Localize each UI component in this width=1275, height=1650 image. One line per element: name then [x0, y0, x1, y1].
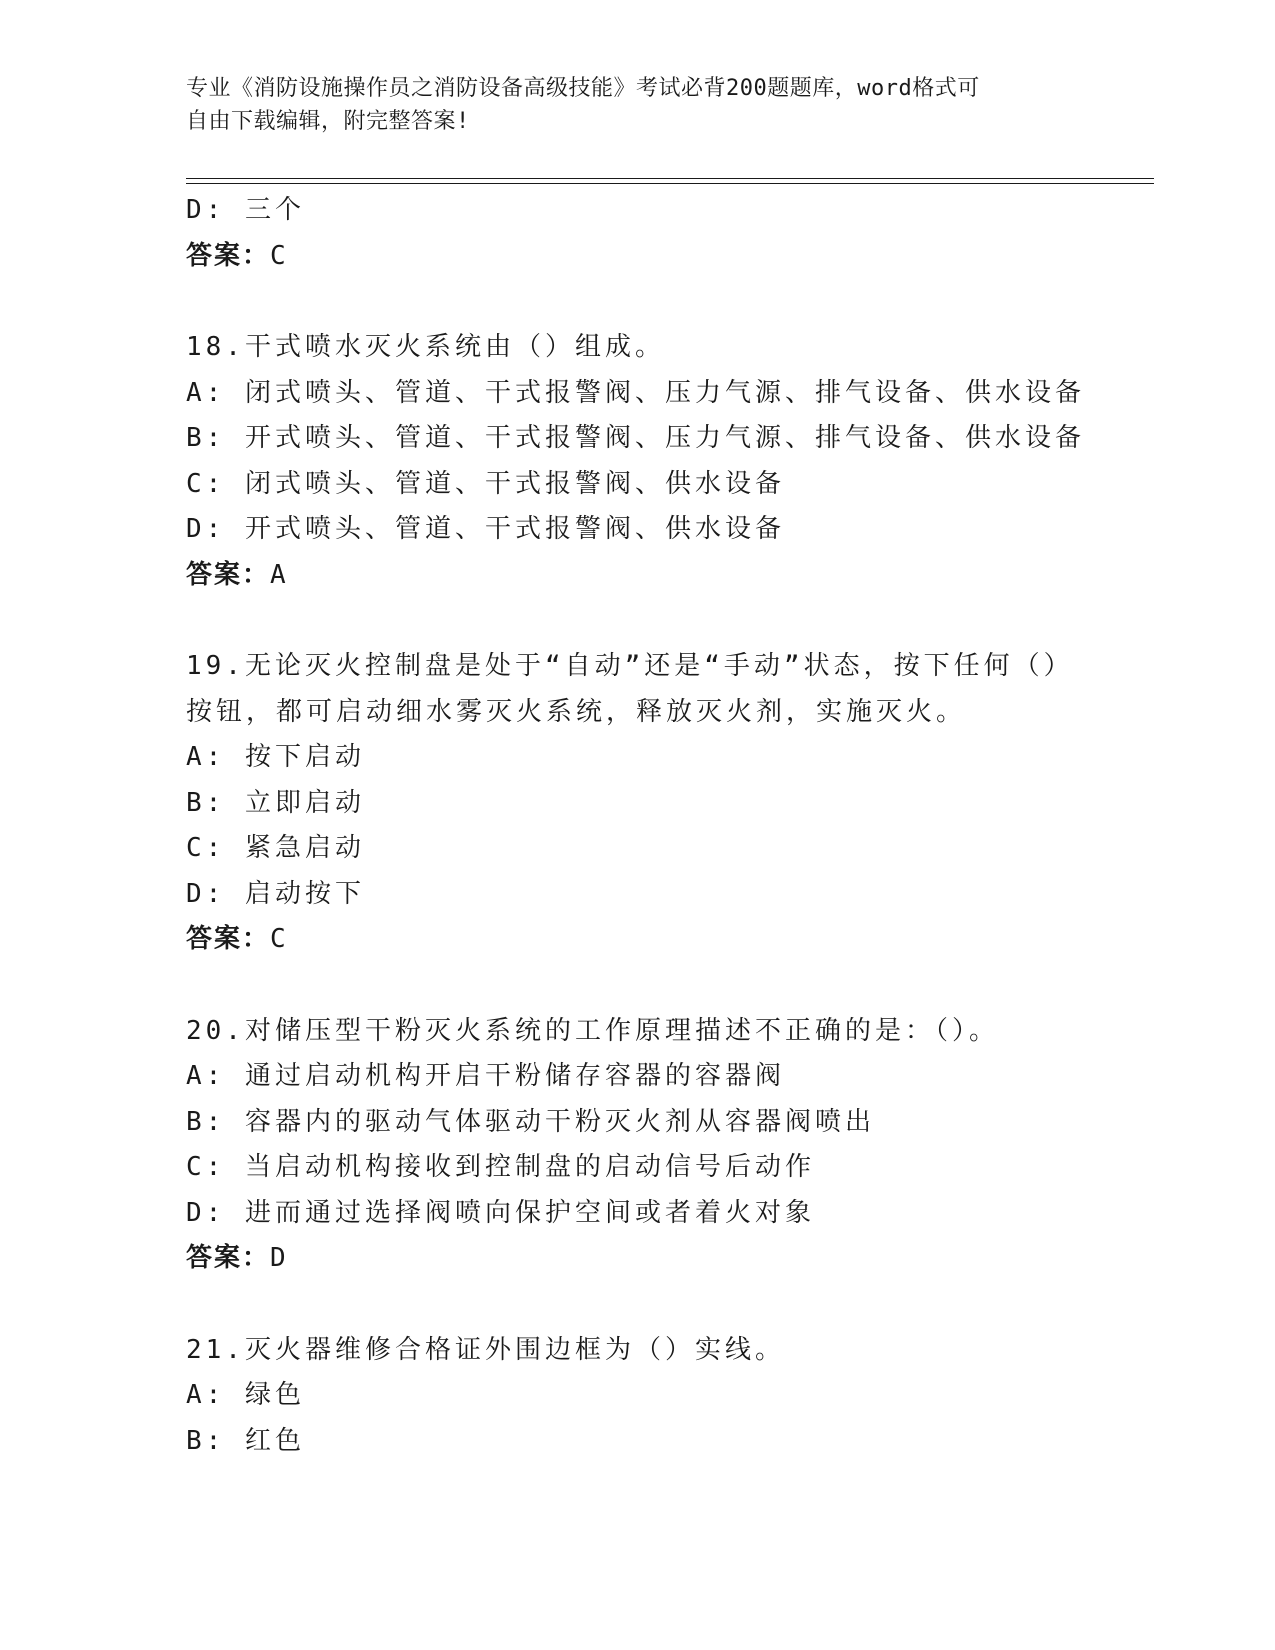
document-body	[186, 188, 1086, 1464]
option-a: A: 闭式喷头、管道、干式报警阀、压力气源、排气设备、供水设备	[186, 377, 1085, 408]
option-a: A: 通过启动机构开启干粉储存容器的容器阀	[186, 1061, 785, 1091]
option-d: D: 启动按下	[186, 878, 365, 909]
option-a: A: 按下启动	[186, 742, 365, 772]
answer-value: C	[270, 924, 288, 954]
answer-value: A	[270, 559, 288, 590]
option-c: C: 当启动机构接收到控制盘的启动信号后动作	[186, 1152, 815, 1182]
header-line-2: 自由下载编辑，附完整答案!	[186, 109, 470, 134]
answer-value: D	[270, 1243, 288, 1273]
question-21	[186, 1328, 1086, 1465]
question-stem-continued: 按钮，都可启动细水雾灭火系统，释放灭火剂，实施灭火。	[186, 696, 967, 727]
spacer	[186, 963, 1086, 1009]
answer	[186, 1236, 1086, 1282]
option-b: B: 立即启动	[186, 787, 365, 818]
question-20	[186, 1009, 1086, 1282]
spacer	[186, 1282, 1086, 1328]
option-c: C: 闭式喷头、管道、干式报警阀、供水设备	[186, 468, 785, 499]
header-divider-top	[186, 178, 1154, 179]
document-header	[186, 72, 1086, 138]
answer	[186, 553, 1086, 599]
question-stem: 19.无论灭火控制盘是处于“自动”还是“手动”状态，按下任何（）	[186, 651, 1074, 681]
option-c: C: 紧急启动	[186, 833, 365, 863]
answer	[186, 234, 1086, 280]
answer-label: 答案：	[186, 240, 271, 271]
spacer	[186, 279, 1086, 325]
answer-label: 答案：	[186, 559, 271, 590]
option-a: A: 绿色	[186, 1380, 305, 1410]
answer-value: C	[270, 240, 288, 271]
question-18	[186, 325, 1086, 598]
option-d: D: 三个	[186, 195, 305, 225]
question-stem: 20.对储压型干粉灭火系统的工作原理描述不正确的是：（）。	[186, 1015, 999, 1046]
question-stem: 21.灭火器维修合格证外围边框为（）实线。	[186, 1334, 785, 1365]
option-d: D: 开式喷头、管道、干式报警阀、供水设备	[186, 514, 785, 544]
header-line-1: 专业《消防设施操作员之消防设备高级技能》考试必背200题题库，word格式可	[186, 76, 980, 101]
answer-label: 答案：	[186, 924, 271, 954]
question-stem: 18.干式喷水灭火系统由（）组成。	[186, 332, 665, 362]
option-d: D: 进而通过选择阀喷向保护空间或者着火对象	[186, 1197, 815, 1228]
answer	[186, 917, 1086, 963]
header-divider-bottom	[186, 183, 1154, 184]
option-b: B: 开式喷头、管道、干式报警阀、压力气源、排气设备、供水设备	[186, 423, 1085, 453]
question-19	[186, 644, 1086, 963]
spacer	[186, 598, 1086, 644]
option-b: B: 容器内的驱动气体驱动干粉灭火剂从容器阀喷出	[186, 1106, 875, 1137]
answer-label: 答案：	[186, 1243, 271, 1273]
option-b: B: 红色	[186, 1425, 305, 1456]
